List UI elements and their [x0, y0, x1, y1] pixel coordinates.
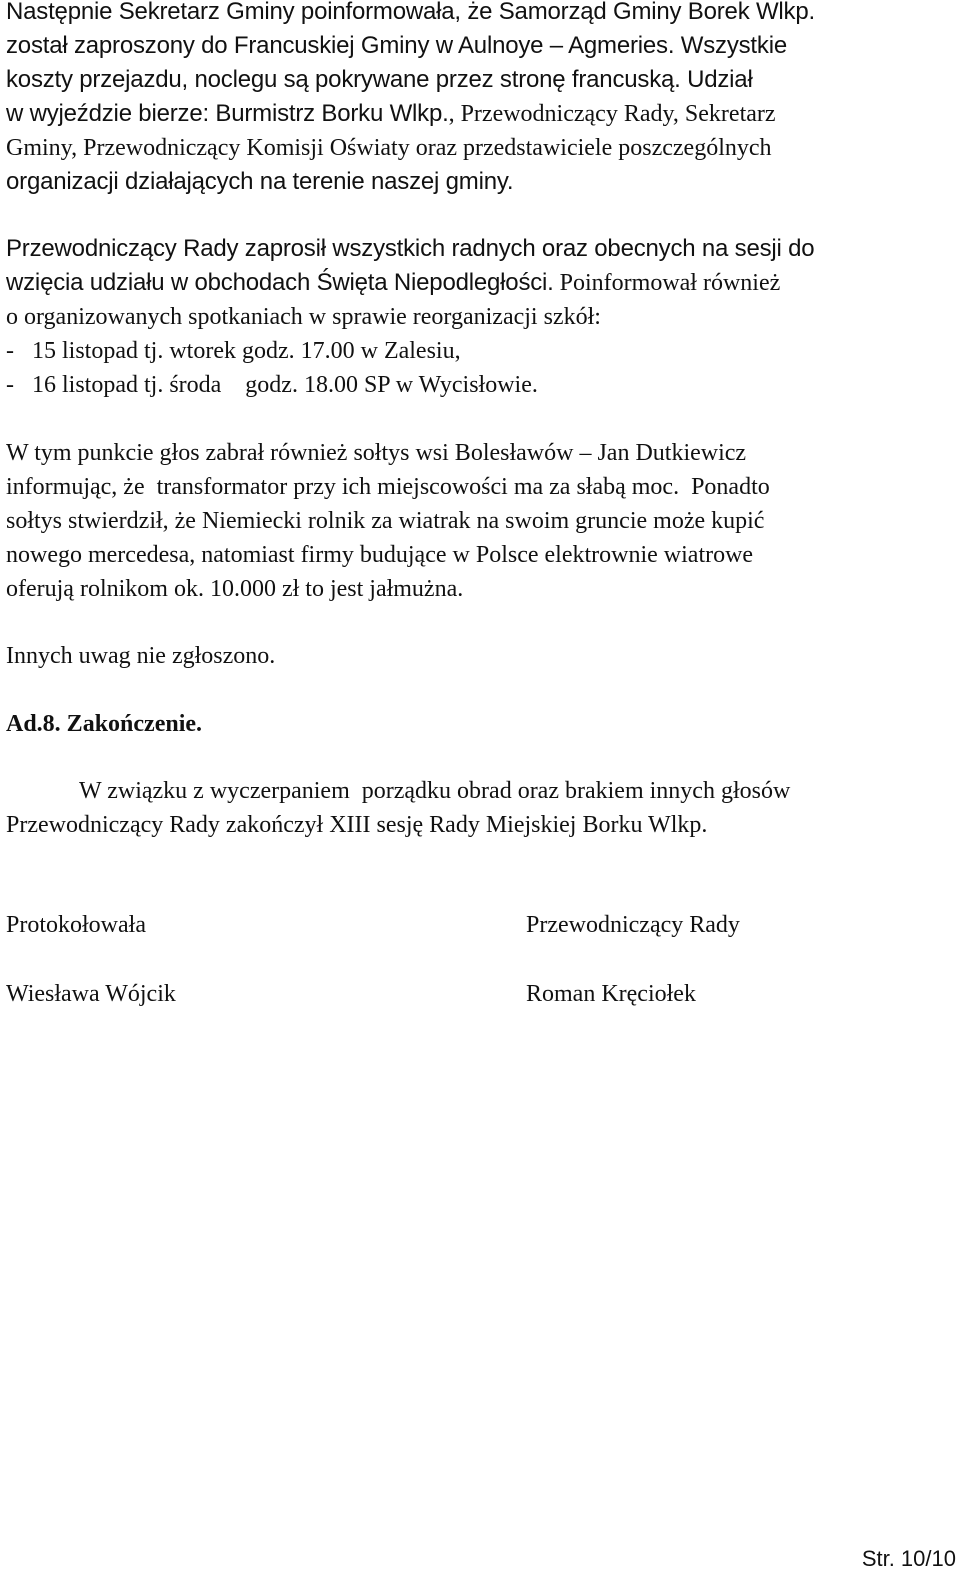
paragraph-line: Innych uwag nie zgłoszono.	[6, 643, 276, 669]
paragraph-closing	[6, 774, 790, 842]
section-heading: Ad.8. Zakończenie.	[6, 711, 203, 737]
signature-left-role: Protokołowała	[6, 912, 146, 938]
paragraph-line: W związku z wyczerpaniem porządku obrad oraz brakiem innych głosów	[79, 778, 791, 804]
paragraph-line: W tym punkcie głos zabrał również sołtys wsi Bolesławów – Jan Dutkiewicz	[6, 440, 747, 466]
paragraph-line-part: informując, że transformator przy ich miejscowości ma za słabą moc.	[6, 474, 680, 500]
paragraph-no-other-remarks	[6, 639, 275, 673]
paragraph-line: oferują rolnikom ok. 10.000 zł to jest jałmużna.	[6, 576, 464, 602]
list-item: - 16 listopad tj. środa godz. 18.00 SP w Wycisłowie.	[6, 372, 538, 398]
paragraph-line: sołtys stwierdził, że Niemiecki rolnik za wiatrak na swoim gruncie może kupić	[6, 508, 765, 534]
page-number: Str. 10/10	[861, 1546, 956, 1571]
paragraph-line: Przewodniczący Rady zaprosił wszystkich radnych oraz obecnych na sesji do	[6, 235, 815, 262]
paragraph-line: Przewodniczący Rady zakończył XIII sesję Rady Miejskiej Borku Wlkp.	[6, 812, 708, 838]
paragraph-line-part: w wyjeździe bierze: Burmistrz Borku Wlkp.	[6, 100, 449, 127]
paragraph-line-mixed	[6, 97, 815, 131]
paragraph-line: został zaproszony do Francuskiej Gminy w Aulnoye – Agmeries. Wszystkie	[6, 32, 787, 59]
paragraph-line: Następnie Sekretarz Gminy poinformowała, że Samorząd Gminy Borek Wlkp.	[6, 0, 815, 25]
paragraph-secretary-info	[6, 0, 815, 199]
paragraph-line-mixed	[6, 470, 770, 504]
paragraph-line-part: Ponadto	[679, 474, 770, 500]
paragraph-chairman-invitation	[6, 232, 814, 402]
paragraph-line-part: , Przewodniczący Rady, Sekretarz	[448, 101, 776, 127]
paragraph-soltys-remarks	[6, 436, 770, 606]
paragraph-line: koszty przejazdu, noclegu są pokrywane przez stronę francuską. Udział	[6, 66, 753, 93]
paragraph-line: organizacji działających na terenie naszej gminy.	[6, 168, 514, 195]
paragraph-line: nowego mercedesa, natomiast firmy budujące w Polsce elektrownie wiatrowe	[6, 542, 754, 568]
paragraph-line: Gminy, Przewodniczący Komisji Oświaty oraz przedstawiciele poszczególnych	[6, 135, 772, 161]
signature-right-name: Roman Kręciołek	[526, 981, 696, 1007]
list-item: - 15 listopad tj. wtorek godz. 17.00 w Zalesiu,	[6, 338, 461, 364]
paragraph-line: o organizowanych spotkaniach w sprawie reorganizacji szkół:	[6, 304, 601, 330]
signature-right-role: Przewodniczący Rady	[526, 912, 740, 938]
paragraph-line-mixed	[6, 266, 814, 300]
paragraph-line-part: Poinformował również	[553, 270, 781, 296]
paragraph-line-part: wzięcia udziału w obchodach Święta Niepodległości.	[6, 269, 554, 296]
signature-left-name: Wiesława Wójcik	[6, 981, 176, 1007]
